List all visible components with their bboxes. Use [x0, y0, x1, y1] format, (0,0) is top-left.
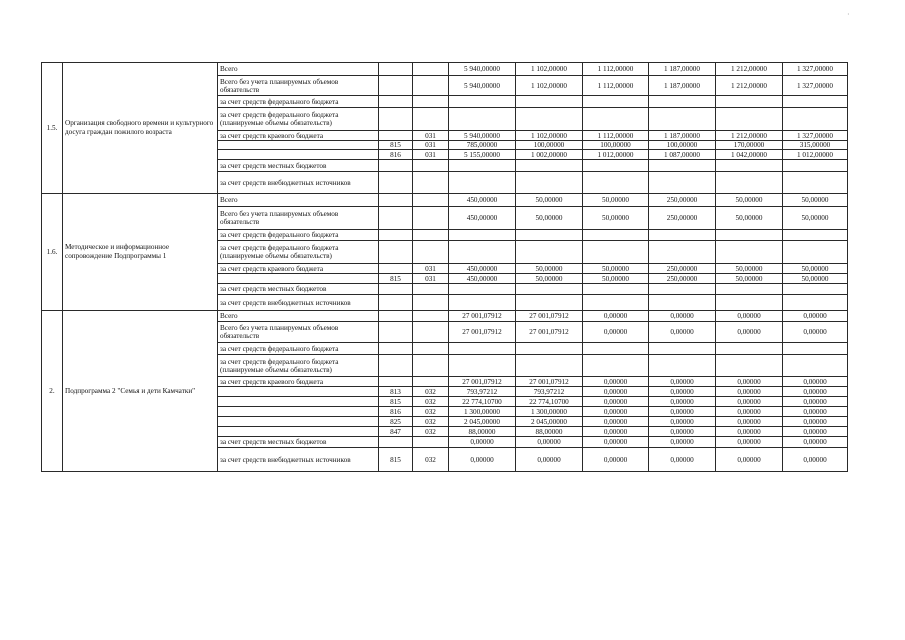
funding-source-label: за счет средств местных бюджетов	[218, 284, 379, 295]
amount-year-5: 0,00000	[783, 387, 848, 397]
amount-year-5	[783, 108, 848, 131]
program-code: 031	[413, 274, 449, 284]
amount-total: 785,00000	[449, 141, 516, 150]
amount-year-5: 1 012,00000	[783, 150, 848, 160]
amount-year-5: 0,00000	[783, 437, 848, 448]
program-code	[413, 437, 449, 448]
amount-year-5	[783, 241, 848, 264]
amount-total: 5 940,00000	[449, 63, 516, 76]
funding-source-label: за счет средств краевого бюджета	[218, 377, 379, 387]
funding-source-label	[218, 417, 379, 427]
amount-year-1: 50,00000	[516, 264, 583, 274]
program-code: 031	[413, 264, 449, 274]
amount-year-1: 100,00000	[516, 141, 583, 150]
amount-year-1	[516, 160, 583, 172]
amount-year-1: 1 300,00000	[516, 407, 583, 417]
amount-year-4	[716, 284, 783, 295]
amount-year-5: 50,00000	[783, 207, 848, 230]
funding-source-label: за счет средств федерального бюджета (планируемые объемы обязательств)	[218, 355, 379, 377]
amount-year-4: 50,00000	[716, 194, 783, 207]
program-code: 031	[413, 131, 449, 141]
amount-year-2: 0,00000	[583, 427, 649, 437]
amount-year-1	[516, 96, 583, 108]
funding-source-label: Всего без учета планируемых объемов обязательств	[218, 207, 379, 230]
amount-year-2: 0,00000	[583, 377, 649, 387]
amount-year-2: 0,00000	[583, 311, 649, 322]
program-code	[413, 295, 449, 311]
funding-source-label	[218, 387, 379, 397]
amount-year-5: 0,00000	[783, 417, 848, 427]
program-code	[413, 160, 449, 172]
grbs-code	[379, 355, 413, 377]
amount-year-5: 0,00000	[783, 377, 848, 387]
grbs-code	[379, 377, 413, 387]
table-row	[42, 194, 848, 207]
amount-year-4: 0,00000	[716, 311, 783, 322]
amount-year-2: 0,00000	[583, 322, 649, 343]
program-code: 031	[413, 150, 449, 160]
section-name: Методическое и информационное сопровождение Подпрограммы 1	[63, 194, 218, 311]
funding-source-label: за счет средств внебюджетных источников	[218, 448, 379, 472]
amount-year-1	[516, 108, 583, 131]
amount-year-4: 1 212,00000	[716, 76, 783, 96]
amount-year-5: 0,00000	[783, 427, 848, 437]
amount-year-1	[516, 241, 583, 264]
amount-total: 27 001,07912	[449, 322, 516, 343]
amount-year-3	[649, 160, 716, 172]
amount-year-3: 0,00000	[649, 397, 716, 407]
funding-source-label	[218, 141, 379, 150]
amount-total: 0,00000	[449, 448, 516, 472]
amount-year-3: 250,00000	[649, 274, 716, 284]
amount-year-4	[716, 160, 783, 172]
grbs-code: 816	[379, 407, 413, 417]
program-code	[413, 377, 449, 387]
program-code: 032	[413, 448, 449, 472]
funding-source-label	[218, 407, 379, 417]
section-name: Организация свободного времени и культурного досуга граждан пожилого возраста	[63, 63, 218, 194]
amount-year-5	[783, 343, 848, 355]
section-name: Подпрограмма 2 "Семья и дети Камчатки"	[63, 311, 218, 472]
amount-year-2	[583, 96, 649, 108]
amount-year-4: 1 212,00000	[716, 63, 783, 76]
amount-year-4	[716, 172, 783, 194]
program-code	[413, 76, 449, 96]
amount-year-4: 0,00000	[716, 387, 783, 397]
amount-year-2: 0,00000	[583, 397, 649, 407]
amount-year-3	[649, 172, 716, 194]
amount-year-2: 0,00000	[583, 387, 649, 397]
amount-year-2	[583, 295, 649, 311]
amount-year-1: 793,97212	[516, 387, 583, 397]
amount-year-5: 1 327,00000	[783, 76, 848, 96]
amount-year-1: 88,00000	[516, 427, 583, 437]
grbs-code	[379, 241, 413, 264]
amount-year-1: 1 102,00000	[516, 63, 583, 76]
grbs-code: 813	[379, 387, 413, 397]
amount-total: 450,00000	[449, 264, 516, 274]
amount-year-5: 0,00000	[783, 407, 848, 417]
amount-year-2: 0,00000	[583, 417, 649, 427]
amount-year-3: 1 087,00000	[649, 150, 716, 160]
program-code: 032	[413, 407, 449, 417]
amount-year-4: 1 212,00000	[716, 131, 783, 141]
amount-total	[449, 295, 516, 311]
amount-year-2: 50,00000	[583, 194, 649, 207]
amount-total: 5 940,00000	[449, 131, 516, 141]
program-code	[413, 322, 449, 343]
grbs-code: 815	[379, 448, 413, 472]
grbs-code	[379, 311, 413, 322]
amount-year-2	[583, 355, 649, 377]
amount-total	[449, 284, 516, 295]
amount-year-1: 27 001,07912	[516, 311, 583, 322]
amount-year-4: 1 042,00000	[716, 150, 783, 160]
amount-year-5	[783, 230, 848, 241]
amount-year-2: 0,00000	[583, 407, 649, 417]
amount-year-1	[516, 172, 583, 194]
amount-year-2	[583, 230, 649, 241]
amount-year-2: 1 112,00000	[583, 131, 649, 141]
amount-year-1: 27 001,07912	[516, 322, 583, 343]
amount-total	[449, 241, 516, 264]
amount-year-5	[783, 160, 848, 172]
amount-total: 450,00000	[449, 194, 516, 207]
amount-total: 22 774,10700	[449, 397, 516, 407]
amount-year-2	[583, 284, 649, 295]
section-number: 2.	[42, 311, 63, 472]
amount-year-5: 0,00000	[783, 397, 848, 407]
amount-year-5: 1 327,00000	[783, 63, 848, 76]
funding-source-label: за счет средств краевого бюджета	[218, 131, 379, 141]
grbs-code	[379, 160, 413, 172]
amount-year-2: 50,00000	[583, 264, 649, 274]
program-code	[413, 194, 449, 207]
grbs-code: 816	[379, 150, 413, 160]
amount-year-4: 0,00000	[716, 427, 783, 437]
amount-year-5: 0,00000	[783, 311, 848, 322]
grbs-code	[379, 437, 413, 448]
amount-year-4: 50,00000	[716, 274, 783, 284]
funding-source-label: за счет средств федерального бюджета	[218, 230, 379, 241]
grbs-code: 825	[379, 417, 413, 427]
funding-source-label: Всего без учета планируемых объемов обязательств	[218, 322, 379, 343]
grbs-code: 815	[379, 397, 413, 407]
grbs-code	[379, 172, 413, 194]
table-row	[42, 63, 848, 76]
amount-year-3	[649, 230, 716, 241]
amount-year-3: 0,00000	[649, 437, 716, 448]
amount-year-4: 0,00000	[716, 377, 783, 387]
amount-total: 5 940,00000	[449, 76, 516, 96]
amount-year-1: 50,00000	[516, 274, 583, 284]
funding-source-label: за счет средств федерального бюджета	[218, 343, 379, 355]
budget-table	[41, 62, 848, 472]
program-code	[413, 172, 449, 194]
amount-year-3	[649, 295, 716, 311]
amount-year-2: 0,00000	[583, 437, 649, 448]
program-code	[413, 207, 449, 230]
amount-year-5	[783, 172, 848, 194]
funding-source-label: за счет средств краевого бюджета	[218, 264, 379, 274]
amount-year-2: 100,00000	[583, 141, 649, 150]
amount-year-5	[783, 96, 848, 108]
amount-year-1: 27 001,07912	[516, 377, 583, 387]
program-code	[413, 284, 449, 295]
funding-source-label: за счет средств внебюджетных источников	[218, 295, 379, 311]
amount-year-4	[716, 96, 783, 108]
amount-year-4: 0,00000	[716, 437, 783, 448]
amount-year-3: 100,00000	[649, 141, 716, 150]
amount-total	[449, 96, 516, 108]
section-number: 1.5.	[42, 63, 63, 194]
grbs-code	[379, 108, 413, 131]
amount-total	[449, 355, 516, 377]
amount-year-1	[516, 355, 583, 377]
amount-total: 27 001,07912	[449, 311, 516, 322]
program-code	[413, 108, 449, 131]
amount-year-2	[583, 343, 649, 355]
grbs-code: 815	[379, 274, 413, 284]
table-row	[42, 311, 848, 322]
amount-year-3: 0,00000	[649, 322, 716, 343]
amount-year-3: 0,00000	[649, 311, 716, 322]
grbs-code	[379, 63, 413, 76]
amount-year-3: 0,00000	[649, 448, 716, 472]
program-code: 032	[413, 417, 449, 427]
funding-source-label	[218, 274, 379, 284]
amount-year-4: 0,00000	[716, 322, 783, 343]
amount-year-1: 1 102,00000	[516, 131, 583, 141]
grbs-code: 815	[379, 141, 413, 150]
amount-year-4	[716, 241, 783, 264]
grbs-code	[379, 343, 413, 355]
amount-year-1: 2 045,00000	[516, 417, 583, 427]
amount-year-4: 50,00000	[716, 264, 783, 274]
funding-source-label: за счет средств местных бюджетов	[218, 437, 379, 448]
funding-source-label: за счет средств федерального бюджета	[218, 96, 379, 108]
amount-year-3: 1 187,00000	[649, 76, 716, 96]
amount-year-4	[716, 295, 783, 311]
amount-year-2: 0,00000	[583, 448, 649, 472]
amount-total: 5 155,00000	[449, 150, 516, 160]
amount-year-4	[716, 108, 783, 131]
amount-total: 450,00000	[449, 274, 516, 284]
program-code	[413, 311, 449, 322]
funding-source-label: Всего	[218, 63, 379, 76]
amount-total: 88,00000	[449, 427, 516, 437]
amount-year-4: 50,00000	[716, 207, 783, 230]
amount-year-5	[783, 284, 848, 295]
grbs-code	[379, 322, 413, 343]
amount-year-3	[649, 108, 716, 131]
amount-year-2: 50,00000	[583, 207, 649, 230]
amount-year-2: 1 112,00000	[583, 63, 649, 76]
funding-source-label: Всего без учета планируемых объемов обязательств	[218, 76, 379, 96]
amount-year-1: 22 774,10700	[516, 397, 583, 407]
amount-year-5: 50,00000	[783, 194, 848, 207]
amount-year-4	[716, 343, 783, 355]
amount-total	[449, 108, 516, 131]
amount-year-5: 0,00000	[783, 448, 848, 472]
amount-year-4: 0,00000	[716, 397, 783, 407]
amount-year-3	[649, 241, 716, 264]
scan-artifact: ·	[847, 10, 850, 19]
amount-total: 1 300,00000	[449, 407, 516, 417]
amount-total: 793,97212	[449, 387, 516, 397]
amount-year-3: 0,00000	[649, 407, 716, 417]
amount-year-3: 0,00000	[649, 427, 716, 437]
funding-source-label	[218, 427, 379, 437]
grbs-code	[379, 295, 413, 311]
amount-year-1: 1 102,00000	[516, 76, 583, 96]
grbs-code	[379, 207, 413, 230]
program-code	[413, 96, 449, 108]
amount-year-4: 0,00000	[716, 407, 783, 417]
grbs-code	[379, 284, 413, 295]
amount-year-3: 0,00000	[649, 417, 716, 427]
amount-year-5	[783, 355, 848, 377]
funding-source-label	[218, 150, 379, 160]
amount-year-4: 0,00000	[716, 448, 783, 472]
program-code: 032	[413, 397, 449, 407]
amount-year-4	[716, 230, 783, 241]
amount-year-5: 1 327,00000	[783, 131, 848, 141]
amount-year-1: 0,00000	[516, 437, 583, 448]
grbs-code	[379, 96, 413, 108]
amount-year-5: 50,00000	[783, 274, 848, 284]
amount-total: 2 045,00000	[449, 417, 516, 427]
program-code	[413, 241, 449, 264]
grbs-code	[379, 264, 413, 274]
grbs-code	[379, 230, 413, 241]
amount-year-5: 50,00000	[783, 264, 848, 274]
grbs-code	[379, 194, 413, 207]
amount-year-2	[583, 241, 649, 264]
amount-total	[449, 230, 516, 241]
funding-source-label: Всего	[218, 311, 379, 322]
amount-year-1: 1 002,00000	[516, 150, 583, 160]
grbs-code	[379, 76, 413, 96]
program-code: 031	[413, 141, 449, 150]
program-code	[413, 355, 449, 377]
amount-year-3: 250,00000	[649, 264, 716, 274]
funding-source-label: за счет средств внебюджетных источников	[218, 172, 379, 194]
amount-year-4	[716, 355, 783, 377]
amount-year-2	[583, 160, 649, 172]
amount-year-2: 1 112,00000	[583, 76, 649, 96]
amount-year-1: 50,00000	[516, 194, 583, 207]
amount-year-3: 250,00000	[649, 207, 716, 230]
amount-total	[449, 343, 516, 355]
program-code: 032	[413, 387, 449, 397]
amount-year-4: 170,00000	[716, 141, 783, 150]
amount-year-3	[649, 284, 716, 295]
amount-year-3: 1 187,00000	[649, 131, 716, 141]
funding-source-label: за счет средств федерального бюджета (планируемые объемы обязательств)	[218, 108, 379, 131]
amount-year-1	[516, 343, 583, 355]
amount-year-1	[516, 230, 583, 241]
funding-source-label: Всего	[218, 194, 379, 207]
amount-year-1: 0,00000	[516, 448, 583, 472]
amount-total	[449, 160, 516, 172]
amount-year-2: 50,00000	[583, 274, 649, 284]
amount-year-2	[583, 108, 649, 131]
program-code	[413, 230, 449, 241]
section-number: 1.6.	[42, 194, 63, 311]
program-code	[413, 343, 449, 355]
amount-year-1	[516, 284, 583, 295]
amount-year-5: 315,00000	[783, 141, 848, 150]
amount-year-3: 0,00000	[649, 387, 716, 397]
amount-year-1	[516, 295, 583, 311]
amount-year-1: 50,00000	[516, 207, 583, 230]
amount-year-2	[583, 172, 649, 194]
amount-year-3	[649, 355, 716, 377]
funding-source-label	[218, 397, 379, 407]
amount-year-5: 0,00000	[783, 322, 848, 343]
amount-year-3: 0,00000	[649, 377, 716, 387]
amount-total: 450,00000	[449, 207, 516, 230]
amount-year-3	[649, 96, 716, 108]
program-code	[413, 63, 449, 76]
amount-year-3	[649, 343, 716, 355]
amount-year-2: 1 012,00000	[583, 150, 649, 160]
program-code: 032	[413, 427, 449, 437]
grbs-code: 847	[379, 427, 413, 437]
amount-total: 27 001,07912	[449, 377, 516, 387]
grbs-code	[379, 131, 413, 141]
funding-source-label: за счет средств федерального бюджета (планируемые объемы обязательств)	[218, 241, 379, 264]
amount-year-4: 0,00000	[716, 417, 783, 427]
amount-year-3: 250,00000	[649, 194, 716, 207]
amount-total: 0,00000	[449, 437, 516, 448]
amount-year-3: 1 187,00000	[649, 63, 716, 76]
amount-year-5	[783, 295, 848, 311]
funding-source-label: за счет средств местных бюджетов	[218, 160, 379, 172]
amount-total	[449, 172, 516, 194]
